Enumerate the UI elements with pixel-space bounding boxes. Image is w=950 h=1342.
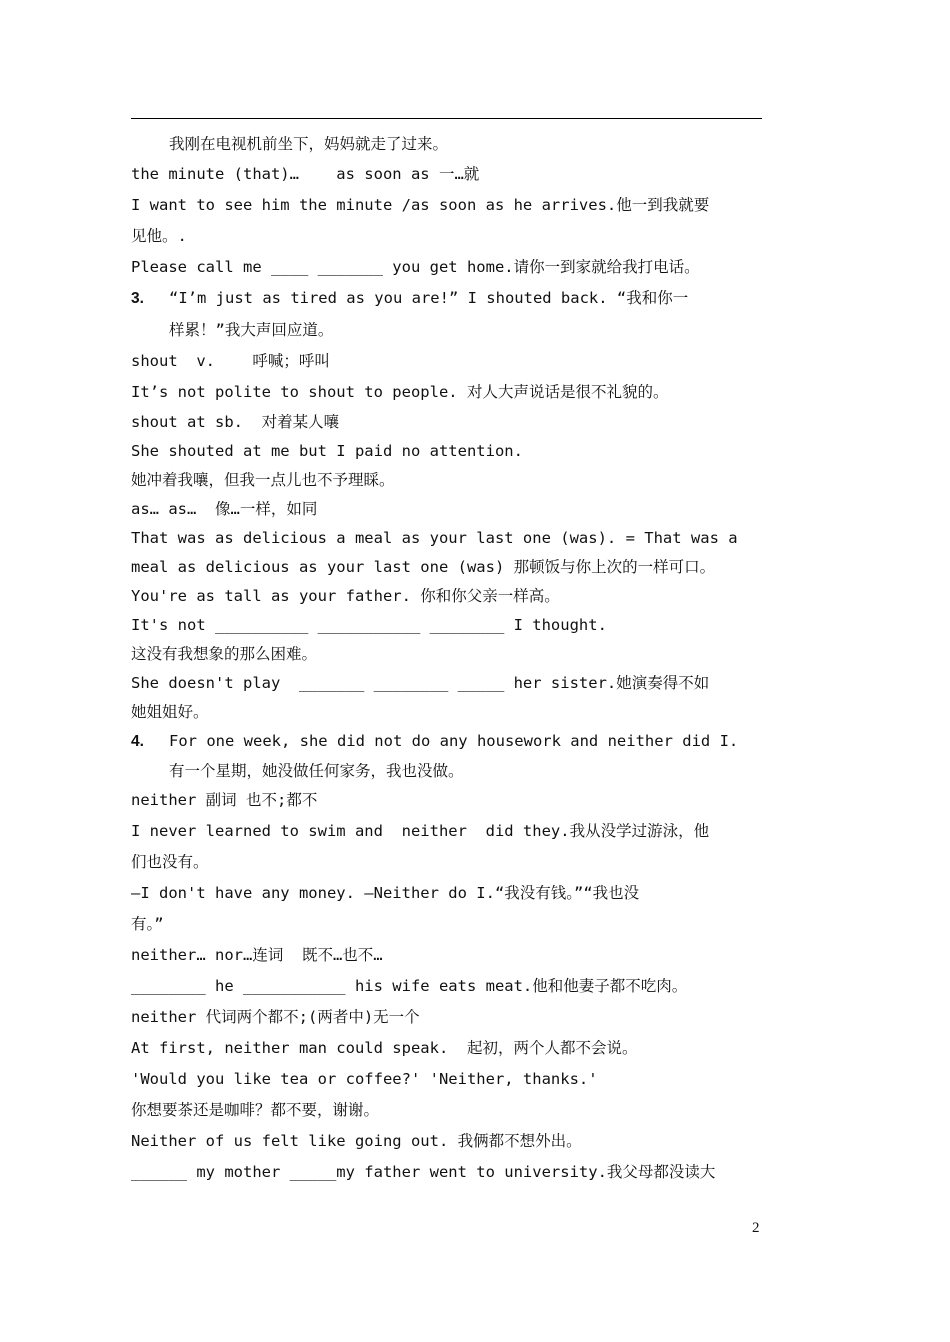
text-line: ________ he ___________ his wife eats meat.他和他妻子都不吃肉。: [131, 977, 688, 995]
text-line: neither 代词两个都不;(两者中)无一个: [131, 1008, 420, 1026]
text-line: It's not __________ ___________ ________ I thought.: [131, 616, 607, 634]
text-line: It’s not polite to shout to people. 对人大声说话是很不礼貌的。: [131, 383, 669, 401]
text-line: as… as… 像…一样，如同: [131, 500, 318, 518]
text-line: 有。”: [131, 915, 164, 933]
text-line: At first, neither man could speak. 起初，两个人都不会说。: [131, 1039, 638, 1057]
text-line: She doesn't play _______ ________ _____ her sister.她演奏得不如: [131, 674, 710, 692]
page-content: [131, 134, 771, 1182]
text-line: neither… nor…连词 既不…也不…: [131, 946, 383, 964]
text-line: 有一个星期，她没做任何家务，我也没做。: [169, 762, 464, 780]
numbered-item: [131, 288, 771, 309]
text-line: You're as tall as your father. 你和你父亲一样高。: [131, 587, 560, 605]
text-line: 她冲着我嚷，但我一点儿也不予理睬。: [131, 471, 395, 489]
numbered-item: [131, 731, 771, 752]
text-line: shout v. 呼喊；呼叫: [131, 352, 330, 370]
item-number: 4.: [131, 733, 144, 750]
item-text: For one week, she did not do any housework and neither did I.: [169, 732, 739, 750]
text-line: 'Would you like tea or coffee?' 'Neither, thanks.': [131, 1070, 598, 1088]
text-line: 我刚在电视机前坐下，妈妈就走了过来。: [169, 135, 449, 153]
page-number: 2: [752, 1220, 760, 1236]
text-line: I never learned to swim and neither did they.我从没学过游泳，他: [131, 822, 710, 840]
text-line: —I don't have any money. —Neither do I.“我没有钱。”“我也没: [131, 884, 640, 902]
text-line: Please call me ____ _______ you get home.请你一到家就给我打电话。: [131, 258, 700, 276]
item-number: 3.: [131, 290, 144, 307]
text-line: neither 副词 也不;都不: [131, 791, 318, 809]
text-line: She shouted at me but I paid no attention.: [131, 442, 523, 460]
text-line: shout at sb. 对着某人嚷: [131, 413, 340, 431]
header-rule: [131, 118, 762, 119]
text-line: 你想要茶还是咖啡？都不要，谢谢。: [131, 1101, 380, 1119]
text-line: ______ my mother _____my father went to university.我父母都没读大: [131, 1163, 716, 1181]
text-line: meal as delicious as your last one (was) 那顿饭与你上次的一样可口。: [131, 558, 716, 576]
text-line: 样累！”我大声回应道。: [169, 321, 334, 339]
text-line: I want to see him the minute /as soon as he arrives.他一到我就要: [131, 196, 710, 214]
text-line: 这没有我想象的那么困难。: [131, 645, 318, 663]
text-line: 们也没有。: [131, 853, 209, 871]
text-line: 见他。.: [131, 227, 187, 245]
item-text: “I’m just as tired as you are!” I shouted back. “我和你一: [169, 289, 689, 307]
text-line: Neither of us felt like going out. 我俩都不想外出。: [131, 1132, 582, 1150]
text-line: 她姐姐好。: [131, 703, 209, 721]
text-line: the minute (that)… as soon as 一…就: [131, 165, 480, 183]
text-line: That was as delicious a meal as your last one (was). = That was a: [131, 529, 738, 547]
